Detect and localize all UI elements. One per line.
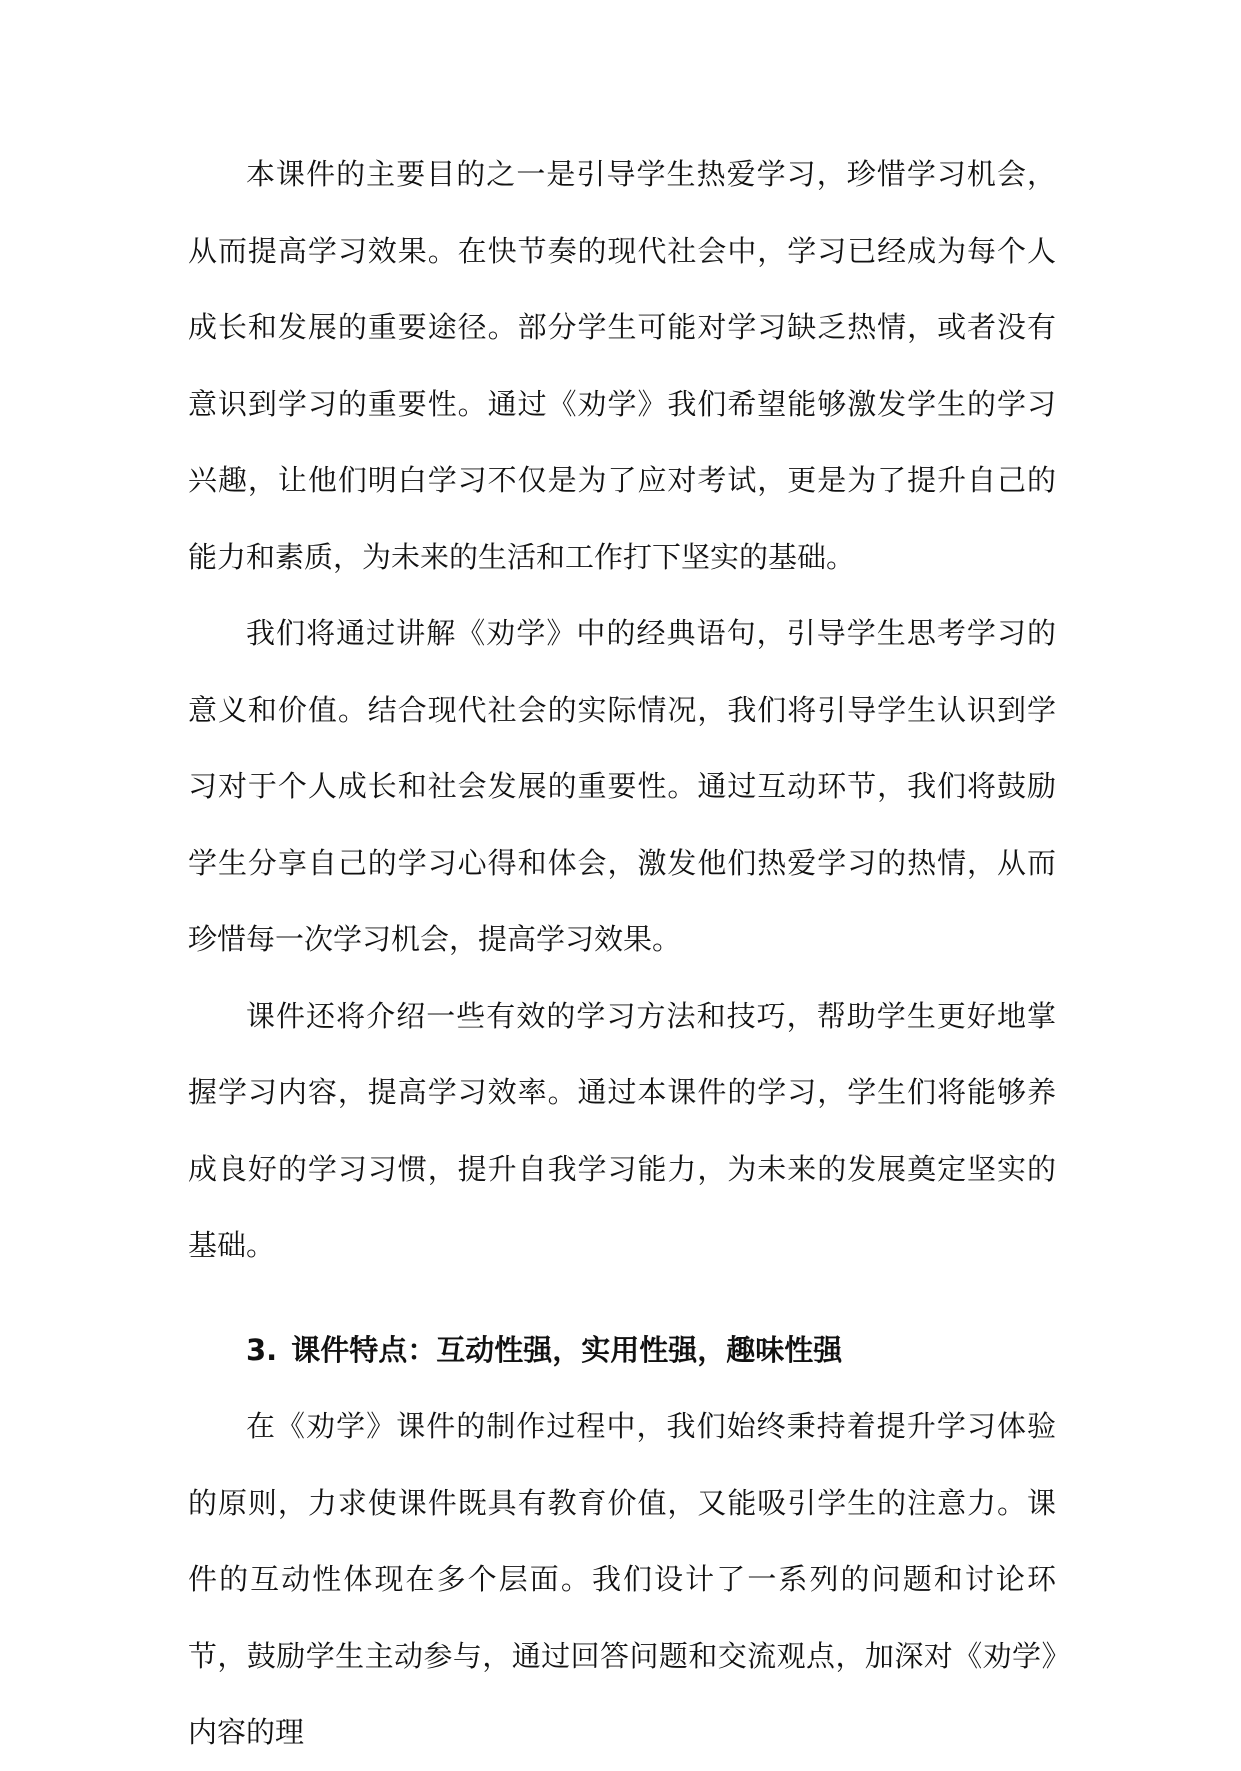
section-heading: [188, 1312, 1056, 1389]
section-number: 3.: [246, 1332, 278, 1367]
paragraph-courseware-features: 在《劝学》课件的制作过程中，我们始终秉持着提升学习体验的原则，力求使课件既具有教育价值，又能吸引学生的注意力。课件的互动性体现在多个层面。我们设计了一系列的问题和讨论环节，鼓励学生主动参与，通过回答问题和交流观点，加深对《劝学》内容的理: [188, 1409, 1056, 1749]
paragraph-study-methods: 课件还将介绍一些有效的学习方法和技巧，帮助学生更好地掌握学习内容，提高学习效率。通过本课件的学习，学生们将能够养成良好的学习习惯，提升自我学习能力，为未来的发展奠定坚实的基础。: [188, 998, 1056, 1262]
section-title: 课件特点：互动性强，实用性强，趣味性强: [291, 1332, 843, 1367]
document-body: [188, 136, 1056, 1771]
paragraph-purpose: 本课件的主要目的之一是引导学生热爱学习，珍惜学习机会，从而提高学习效果。在快节奏的现代社会中，学习已经成为每个人成长和发展的重要途径。部分学生可能对学习缺乏热情，或者没有意识到学习的重要性。通过《劝学》我们希望能够激发学生的学习兴趣，让他们明白学习不仅是为了应对考试，更是为了提升自己的能力和素质，为未来的生活和工作打下坚实的基础。: [188, 157, 1056, 574]
paragraph-classic-sentences: 我们将通过讲解《劝学》中的经典语句，引导学生思考学习的意义和价值。结合现代社会的实际情况，我们将引导学生认识到学习对于个人成长和社会发展的重要性。通过互动环节，我们将鼓励学生分享自己的学习心得和体会，激发他们热爱学习的热情，从而珍惜每一次学习机会，提高学习效果。: [188, 616, 1056, 956]
